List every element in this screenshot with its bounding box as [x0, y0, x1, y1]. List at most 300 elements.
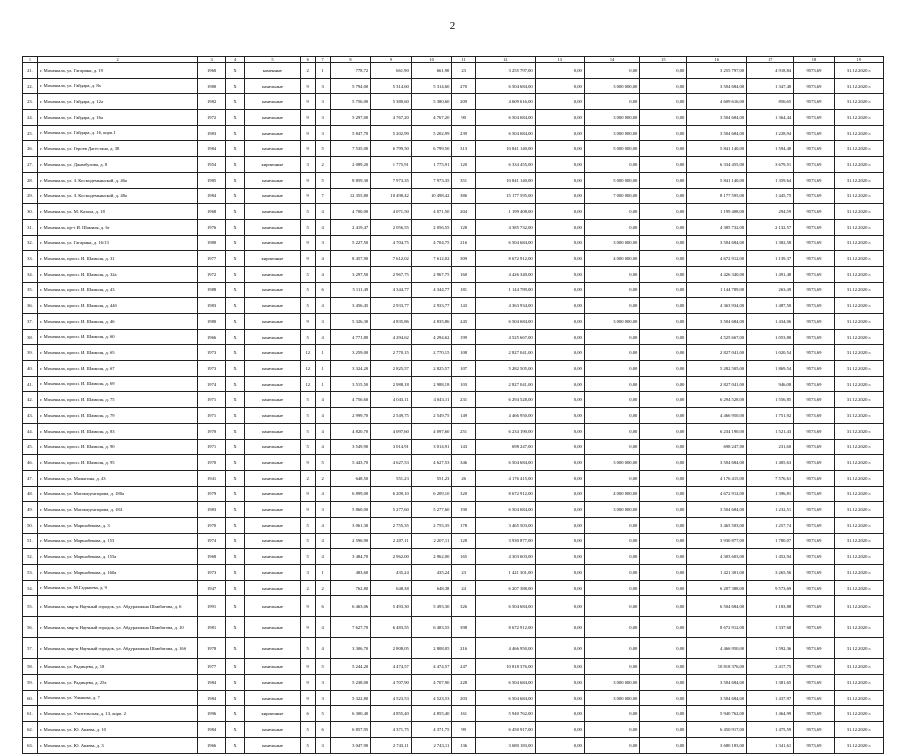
- table-cell: 0,00: [535, 392, 584, 408]
- table-row: [23, 533, 884, 549]
- table-cell: 6 334 455,00: [475, 157, 535, 173]
- table-cell: 2: [300, 580, 315, 596]
- table-cell: 2 132,57: [747, 219, 794, 235]
- table-cell: 1 475,59: [747, 722, 794, 738]
- table-cell: 4 707,90: [411, 675, 452, 691]
- table-cell: 6 504 684,00: [475, 690, 535, 706]
- table-cell: 313: [452, 141, 476, 157]
- table-cell: 0,00: [535, 125, 584, 141]
- table-cell: 4 071,50: [371, 204, 412, 220]
- table-cell: 6 450 917,00: [687, 722, 747, 738]
- table-cell: 39.: [23, 345, 38, 361]
- table-cell: 1988: [198, 282, 226, 298]
- table-cell: 4: [315, 392, 330, 408]
- table-cell: 0,00: [584, 722, 640, 738]
- table-cell: 5: [300, 638, 315, 659]
- table-cell: 4: [315, 408, 330, 424]
- table-cell: 0,00: [584, 361, 640, 377]
- table-cell: 6 483,55: [371, 617, 412, 638]
- table-cell: 46.: [23, 455, 38, 471]
- table-cell: 1 421 301,00: [475, 565, 535, 581]
- table-cell: 1 521,43: [747, 423, 794, 439]
- table-cell: 2 808,05: [371, 638, 412, 659]
- table-cell: 103: [452, 376, 476, 392]
- table-cell: 0,00: [584, 266, 640, 282]
- table-cell: 3: [315, 78, 330, 94]
- table-cell: Х: [225, 251, 244, 267]
- table-cell: 0,00: [535, 439, 584, 455]
- table-cell: 3 930 877,00: [475, 533, 535, 549]
- table-cell: 0,00: [640, 63, 687, 79]
- table-cell: 5: [315, 141, 330, 157]
- table-row: [23, 470, 884, 486]
- table-cell: Х: [225, 596, 244, 617]
- table-cell: панельные: [245, 361, 301, 377]
- table-cell: Х: [225, 722, 244, 738]
- table-cell: 7: [315, 188, 330, 204]
- table-cell: 2 827 041,00: [687, 376, 747, 392]
- table-cell: 9573,69: [794, 266, 835, 282]
- table-cell: 0,00: [640, 110, 687, 126]
- table-cell: 6 504 684,00: [475, 455, 535, 471]
- table-cell: 3: [315, 690, 330, 706]
- table-cell: 0,00: [535, 675, 584, 691]
- table-cell: 1971: [198, 439, 226, 455]
- table-cell: 4 426 340,00: [687, 266, 747, 282]
- table-cell: 31.12.2020 г.: [834, 549, 883, 565]
- table-cell: 5 860,00: [330, 502, 371, 518]
- table-cell: 1: [315, 345, 330, 361]
- table-cell: 0,00: [640, 251, 687, 267]
- table-cell: панельные: [245, 617, 301, 638]
- table-cell: 4 835,86: [411, 314, 452, 330]
- table-cell: 1973: [198, 345, 226, 361]
- table-cell: 31.12.2020 г.: [834, 675, 883, 691]
- table-cell: 6 207 388,00: [687, 580, 747, 596]
- table-cell: 648,38: [371, 580, 412, 596]
- table-cell: 4 672 912,00: [687, 486, 747, 502]
- table-cell: 9573,69: [794, 470, 835, 486]
- table-cell: 161: [452, 706, 476, 722]
- table-cell: 4 043,11: [411, 392, 452, 408]
- page-number: 2: [449, 20, 456, 32]
- column-header: 17: [747, 57, 794, 63]
- table-cell: 1 199 408,00: [687, 204, 747, 220]
- table-cell: 62.: [23, 722, 38, 738]
- table-cell: 3 000 000,00: [584, 235, 640, 251]
- table-cell: Х: [225, 533, 244, 549]
- table-cell: 0,00: [535, 298, 584, 314]
- table-cell: Х: [225, 376, 244, 392]
- table-cell: панельные: [245, 486, 301, 502]
- table-cell: 0,00: [640, 455, 687, 471]
- table-cell: 0,00: [535, 470, 584, 486]
- table-cell: Х: [225, 565, 244, 581]
- table-cell: 29.: [23, 188, 38, 204]
- table-cell: 4 000 000,00: [584, 251, 640, 267]
- table-cell: 9573,69: [794, 580, 835, 596]
- table-cell: 31.12.2020 г.: [834, 314, 883, 330]
- table-cell: 5 111,49: [330, 282, 371, 298]
- table-cell: 3 465 503,00: [475, 517, 535, 533]
- table-cell: 10 498,42: [411, 188, 452, 204]
- table-row: [23, 392, 884, 408]
- table-cell: панельные: [245, 455, 301, 471]
- table-cell: 4 176 415,00: [475, 470, 535, 486]
- table-row: [23, 580, 884, 596]
- table-cell: 2: [315, 580, 330, 596]
- table-cell: 3 515,50: [330, 376, 371, 392]
- table-cell: 149: [452, 408, 476, 424]
- table-cell: 1 183,88: [747, 596, 794, 617]
- address-cell: г. Махачкала, просп. И. Шамиля, д. 46: [37, 314, 197, 330]
- table-cell: Х: [225, 141, 244, 157]
- table-cell: 5 756,00: [330, 94, 371, 110]
- table-cell: Х: [225, 675, 244, 691]
- table-cell: 6 504 684,00: [475, 78, 535, 94]
- table-cell: 0,00: [584, 565, 640, 581]
- table-cell: 9: [300, 502, 315, 518]
- address-cell: г. Махачкала, ул. Гайдара, д. 8а: [37, 78, 197, 94]
- table-cell: Х: [225, 549, 244, 565]
- table-cell: 9573,69: [794, 235, 835, 251]
- table-cell: 44.: [23, 423, 38, 439]
- table-cell: 4: [315, 533, 330, 549]
- table-cell: 24: [452, 580, 476, 596]
- table-cell: Х: [225, 617, 244, 638]
- table-cell: 0,00: [584, 282, 640, 298]
- table-cell: 1 199 408,00: [475, 204, 535, 220]
- table-cell: 0,00: [640, 94, 687, 110]
- table-row: [23, 298, 884, 314]
- table-cell: 0,00: [640, 470, 687, 486]
- table-cell: 2 962,00: [411, 549, 452, 565]
- table-cell: 9: [300, 251, 315, 267]
- table-cell: панельные: [245, 78, 301, 94]
- table-cell: 5 314,60: [411, 78, 452, 94]
- table-cell: панельные: [245, 408, 301, 424]
- table-cell: 0,00: [535, 251, 584, 267]
- table-cell: 31.12.2020 г.: [834, 517, 883, 533]
- table-cell: 3 000 000,00: [584, 502, 640, 518]
- table-cell: 2 056,55: [371, 219, 412, 235]
- table-cell: панельные: [245, 737, 301, 753]
- table-cell: 2 808,05: [411, 638, 452, 659]
- table-cell: 0,00: [640, 517, 687, 533]
- table-cell: 12: [300, 361, 315, 377]
- table-cell: 45.: [23, 439, 38, 455]
- table-cell: панельные: [245, 580, 301, 596]
- table-cell: 0,00: [640, 580, 687, 596]
- table-cell: 2 207,11: [411, 533, 452, 549]
- table-cell: 1971: [198, 392, 226, 408]
- table-cell: Х: [225, 408, 244, 424]
- table-cell: 1 228,94: [747, 125, 794, 141]
- table-cell: 0,00: [535, 690, 584, 706]
- table-cell: 9573,69: [794, 219, 835, 235]
- address-cell: г. Махачкала, просп. И. Шамиля, д. 67: [37, 361, 197, 377]
- table-cell: 0,00: [640, 266, 687, 282]
- table-cell: 0,00: [640, 502, 687, 518]
- table-row: [23, 423, 884, 439]
- table-cell: 178: [452, 517, 476, 533]
- table-cell: 24.: [23, 110, 38, 126]
- table-cell: 0,00: [640, 141, 687, 157]
- table-row: [23, 690, 884, 706]
- table-cell: 5 940 762,00: [687, 706, 747, 722]
- table-cell: 7 000 000,00: [584, 188, 640, 204]
- table-cell: 4 385 732,00: [475, 219, 535, 235]
- table-cell: 1968: [198, 549, 226, 565]
- table-cell: панельные: [245, 110, 301, 126]
- table-cell: Х: [225, 235, 244, 251]
- address-cell: г. Махачкала, ул. Ю. Акаева, д. 3: [37, 737, 197, 753]
- table-cell: 9573,69: [794, 298, 835, 314]
- table-cell: Х: [225, 638, 244, 659]
- table-cell: 40.: [23, 361, 38, 377]
- table-cell: 5 238,00: [330, 675, 371, 691]
- table-cell: 9 573,69: [747, 580, 794, 596]
- table-cell: 3 000 000,00: [584, 78, 640, 94]
- table-cell: 1 464,99: [747, 706, 794, 722]
- table-cell: Х: [225, 282, 244, 298]
- table-row: [23, 141, 884, 157]
- table-cell: 1: [315, 361, 330, 377]
- table-cell: 9573,69: [794, 690, 835, 706]
- table-cell: 1973: [198, 565, 226, 581]
- table-cell: 0,00: [535, 502, 584, 518]
- table-cell: 0,00: [535, 376, 584, 392]
- table-cell: 3 000 000,00: [584, 455, 640, 471]
- table-cell: 0,00: [535, 517, 584, 533]
- table-cell: Х: [225, 486, 244, 502]
- address-cell: г. Махачкала, ул. Маршабекова, д. 153: [37, 533, 197, 549]
- table-cell: 31.12.2020 г.: [834, 455, 883, 471]
- table-cell: 2 967,75: [411, 266, 452, 282]
- table-cell: 31.12.2020 г.: [834, 125, 883, 141]
- table-cell: 6 504 684,00: [475, 596, 535, 617]
- table-cell: 0,00: [640, 188, 687, 204]
- table-cell: 1966: [198, 329, 226, 345]
- table-cell: 5: [300, 219, 315, 235]
- table-cell: Х: [225, 219, 244, 235]
- table-cell: панельные: [245, 470, 301, 486]
- table-cell: 245: [452, 314, 476, 330]
- table-cell: 7 612,02: [411, 251, 452, 267]
- address-cell: г. Махачкала, просп. И. Шамиля, д. 83: [37, 423, 197, 439]
- table-cell: 5 227,50: [330, 235, 371, 251]
- table-cell: 3 504 684,00: [687, 502, 747, 518]
- table-cell: 1 020,54: [747, 345, 794, 361]
- table-cell: панельные: [245, 188, 301, 204]
- table-cell: 4 000 000,00: [584, 486, 640, 502]
- table-cell: 4 525 667,00: [687, 329, 747, 345]
- table-cell: 2 933,77: [411, 298, 452, 314]
- table-cell: 5: [300, 408, 315, 424]
- table-cell: 6 209,10: [371, 486, 412, 502]
- table-cell: 5 847,70: [330, 125, 371, 141]
- table-cell: 2: [315, 157, 330, 173]
- address-cell: г. Махачкала, просп. И. Шамиля, д. 90: [37, 439, 197, 455]
- table-cell: 4 344,77: [371, 282, 412, 298]
- table-cell: 0,00: [535, 94, 584, 110]
- table-cell: панельные: [245, 376, 301, 392]
- table-cell: 9573,69: [794, 659, 835, 675]
- table-cell: 2 825,57: [371, 361, 412, 377]
- table-cell: 5: [300, 298, 315, 314]
- column-header: 14: [584, 57, 640, 63]
- table-cell: панельные: [245, 235, 301, 251]
- table-cell: 128: [452, 219, 476, 235]
- table-row: [23, 282, 884, 298]
- table-cell: 856,65: [747, 94, 794, 110]
- table-cell: 108: [452, 345, 476, 361]
- column-header: 11: [452, 57, 476, 63]
- table-cell: 6: [300, 706, 315, 722]
- table-cell: 31.12.2020 г.: [834, 737, 883, 753]
- table-row: [23, 125, 884, 141]
- table-cell: 1 452,94: [747, 549, 794, 565]
- table-cell: кирпичные: [245, 251, 301, 267]
- table-cell: 4 855,40: [411, 706, 452, 722]
- table-cell: 2 827 041,00: [475, 376, 535, 392]
- table-cell: 8 672 912,00: [475, 251, 535, 267]
- table-cell: 0,00: [535, 63, 584, 79]
- table-cell: 0,00: [535, 408, 584, 424]
- table-cell: 54.: [23, 580, 38, 596]
- table-cell: 5 202,99: [371, 125, 412, 141]
- table-cell: 31.12.2020 г.: [834, 188, 883, 204]
- table-cell: 309: [452, 251, 476, 267]
- table-cell: Х: [225, 63, 244, 79]
- table-cell: 5 322,80: [330, 690, 371, 706]
- table-cell: 0,00: [535, 141, 584, 157]
- table-cell: 107: [452, 361, 476, 377]
- table-cell: 3 504 684,00: [687, 675, 747, 691]
- table-cell: 1 592,36: [747, 638, 794, 659]
- table-cell: панельные: [245, 596, 301, 617]
- table-cell: 33.: [23, 251, 38, 267]
- table-row: [23, 172, 884, 188]
- table-cell: 9573,69: [794, 314, 835, 330]
- table-cell: панельные: [245, 125, 301, 141]
- table-cell: 5: [300, 392, 315, 408]
- table-cell: 23.: [23, 94, 38, 110]
- table-cell: 6 234 190,00: [475, 423, 535, 439]
- table-cell: 9573,69: [794, 78, 835, 94]
- table-cell: 31.12.2020 г.: [834, 486, 883, 502]
- address-cell: г. Махачкала, ул. Магомедтагирова, д. 180а: [37, 486, 197, 502]
- table-cell: 190: [452, 502, 476, 518]
- table-cell: 661,90: [411, 63, 452, 79]
- table-cell: 1983: [198, 298, 226, 314]
- table-cell: 1978: [198, 638, 226, 659]
- table-cell: 28.: [23, 172, 38, 188]
- table-cell: 22.: [23, 78, 38, 94]
- table-cell: 3 259,00: [330, 345, 371, 361]
- column-header: 12: [475, 57, 535, 63]
- table-row: [23, 78, 884, 94]
- table-cell: 778,72: [330, 63, 371, 79]
- table-cell: 698 247,00: [687, 439, 747, 455]
- table-cell: 7 973,35: [371, 172, 412, 188]
- table-cell: 8 859,30: [330, 172, 371, 188]
- table-cell: Х: [225, 580, 244, 596]
- table-cell: 5 000 000,00: [584, 172, 640, 188]
- table-cell: 1 396,81: [747, 486, 794, 502]
- table-cell: 4 523,53: [371, 690, 412, 706]
- address-cell: г. Махачкала, ул. Маршабекова, д. 160а: [37, 565, 197, 581]
- table-cell: 2 933,77: [371, 298, 412, 314]
- table-cell: 0,00: [535, 345, 584, 361]
- table-cell: 3 504 684,00: [687, 455, 747, 471]
- table-cell: 0,00: [584, 345, 640, 361]
- table-cell: 3: [315, 675, 330, 691]
- table-cell: 9573,69: [794, 329, 835, 345]
- table-cell: 5 202,99: [411, 125, 452, 141]
- table-cell: 31.12.2020 г.: [834, 298, 883, 314]
- table-cell: 4 609 616,00: [475, 94, 535, 110]
- table-cell: 1973: [198, 361, 226, 377]
- table-cell: 1 751,92: [747, 408, 794, 424]
- table-cell: 4: [315, 549, 330, 565]
- table-cell: панельные: [245, 172, 301, 188]
- table-cell: 36.: [23, 298, 38, 314]
- column-header: 6: [300, 57, 315, 63]
- table-cell: 31.12.2020 г.: [834, 502, 883, 518]
- table-cell: 2 825,57: [411, 361, 452, 377]
- table-cell: 5: [300, 722, 315, 738]
- table-cell: 0,00: [584, 533, 640, 549]
- table-cell: 0,00: [535, 314, 584, 330]
- table-row: [23, 314, 884, 330]
- table-row: [23, 617, 884, 638]
- table-cell: 0,00: [640, 157, 687, 173]
- table-cell: 31.12.2020 г.: [834, 690, 883, 706]
- table-cell: 1 421 301,00: [687, 565, 747, 581]
- table-cell: 2 755,35: [411, 517, 452, 533]
- table-row: [23, 549, 884, 565]
- table-cell: 31.12.2020 г.: [834, 157, 883, 173]
- table-cell: 37.: [23, 314, 38, 330]
- table-cell: 4 385 732,00: [687, 219, 747, 235]
- table-cell: 1996: [198, 706, 226, 722]
- table-row: [23, 638, 884, 659]
- table-cell: 3 504 684,00: [687, 314, 747, 330]
- table-cell: 3: [315, 235, 330, 251]
- table-cell: 31.12.2020 г.: [834, 63, 883, 79]
- table-cell: 2 417,75: [747, 659, 794, 675]
- table-cell: 5: [300, 282, 315, 298]
- table-cell: 0,00: [640, 361, 687, 377]
- table-cell: 4: [315, 638, 330, 659]
- table-cell: панельные: [245, 314, 301, 330]
- table-row: [23, 376, 884, 392]
- table-cell: 53.: [23, 565, 38, 581]
- table-row: [23, 659, 884, 675]
- table-cell: 346: [452, 455, 476, 471]
- table-cell: 0,00: [584, 439, 640, 455]
- table-cell: 1970: [198, 423, 226, 439]
- table-cell: 4 767,20: [371, 110, 412, 126]
- table-cell: 0,00: [535, 172, 584, 188]
- table-cell: 3 047,90: [330, 737, 371, 753]
- table-cell: 0,00: [640, 565, 687, 581]
- table-cell: 0,00: [535, 617, 584, 638]
- address-cell: г. Махачкала, ул. Учительская, д. 13, корп. 2: [37, 706, 197, 722]
- table-cell: 9573,69: [794, 361, 835, 377]
- table-cell: 4 627,53: [411, 455, 452, 471]
